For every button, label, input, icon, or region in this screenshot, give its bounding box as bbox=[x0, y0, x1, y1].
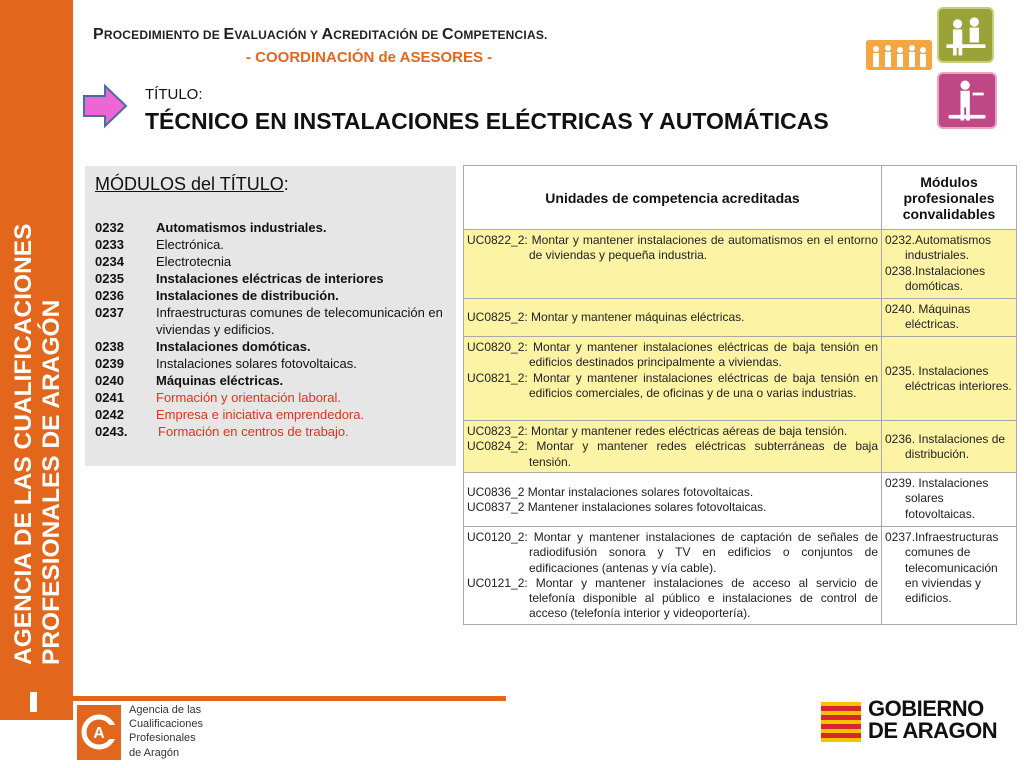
competency-table bbox=[463, 165, 1017, 625]
modules-list bbox=[95, 219, 455, 440]
sidebar-divider bbox=[30, 692, 37, 712]
agency-sidebar bbox=[0, 0, 73, 720]
table-row: UC0120_2: Montar y mantener instalaciones de captación de señales de radiodifusión sonora y TV en edificios o conjuntos de edificaciones (antenas y vía cable). UC0121_2: Montar y mantener instalaciones de acceso al servicio de telefonía disponible al público e instalaciones de control de acceso (telefonía interior y videoportería). 0237.Infraestructuras comunes de telecomunicación en viviendas y edificios. bbox=[464, 527, 1017, 625]
column-header-modules: Módulos profesionales convalidables bbox=[882, 166, 1017, 230]
module-item: 0242 Empresa e iniciativa emprendedora. bbox=[95, 407, 365, 422]
government-logo-text: GOBIERNO DE ARAGON bbox=[868, 696, 998, 743]
table-row: UC0822_2: Montar y mantener instalaciones de automatismos en el entorno de viviendas y pequeña industria. 0232.Automatismos industriales. 0238.Instalaciones domóticas. bbox=[464, 230, 1017, 299]
table-row: UC0820_2: Montar y mantener instalaciones eléctricas de baja tensión en edificios destinados principalmente a viviendas. UC0821_2: Montar y mantener instalaciones eléctricas de baja tensión en edificios comerciales, de oficinas y de una o varias industrias. 0235. Instalaciones eléctricas interiores. bbox=[464, 337, 1017, 421]
column-header-units: Unidades de competencia acreditadas bbox=[464, 166, 882, 230]
module-item: 0233 Electrónica. bbox=[95, 237, 224, 252]
svg-text:A: A bbox=[93, 725, 105, 742]
modules-heading: MÓDULOS del TÍTULO: bbox=[95, 174, 289, 194]
modules-panel bbox=[85, 166, 456, 466]
technician-icon bbox=[937, 72, 997, 129]
module-item: 0241 Formación y orientación laboral. bbox=[95, 390, 341, 405]
table-row: UC0836_2 Montar instalaciones solares fotovoltaicas. UC0837_2 Mantener instalaciones solares fotovoltaicas. 0239. Instalaciones solares fotovoltaicas. bbox=[464, 473, 1017, 527]
aragon-flag-icon bbox=[821, 702, 861, 742]
degree-title: TÉCNICO EN INSTALACIONES ELÉCTRICAS Y AUTOMÁTICAS bbox=[145, 108, 829, 134]
module-item: 0235 Instalaciones eléctricas de interiores bbox=[95, 271, 384, 286]
arrow-right-icon bbox=[80, 83, 130, 129]
agency-logo-text: Agencia de las Cualificaciones Profesionales de Aragón bbox=[129, 704, 203, 759]
title-label: TÍTULO: bbox=[145, 86, 203, 103]
workers-icon bbox=[937, 7, 994, 63]
coordination-subtitle: - COORDINACIÓN de ASESORES - bbox=[246, 49, 493, 66]
module-item: 0234 Electrotecnia bbox=[95, 254, 232, 269]
module-item: 0236 Instalaciones de distribución. bbox=[95, 288, 339, 303]
table-row: UC0823_2: Montar y mantener redes eléctricas aéreas de baja tensión. UC0824_2: Montar y mantener redes eléctricas subterráneas de baja tensión. 0236. Instalaciones de distribución. bbox=[464, 421, 1017, 473]
table-row: UC0825_2: Montar y mantener máquinas eléctricas. 0240. Máquinas eléctricas. bbox=[464, 299, 1017, 337]
module-item: 0238 Instalaciones domóticas. bbox=[95, 339, 311, 354]
group-people-icon bbox=[866, 40, 932, 70]
module-item: 0239 Instalaciones solares fotovoltaicas. bbox=[95, 356, 357, 371]
module-item: 0237 Infraestructuras comunes de telecomunicación en viviendas y edificios. bbox=[95, 305, 443, 337]
module-item: 0240 Máquinas eléctricas. bbox=[95, 373, 284, 388]
procedure-title: PROCEDIMIENTO DE EVALUACIÓN Y ACREDITACIÓN DE COMPETENCIAS. bbox=[93, 26, 548, 43]
cualificaciones-logo-icon bbox=[77, 705, 121, 760]
footer-divider bbox=[70, 696, 506, 701]
table-header-row bbox=[464, 166, 1017, 230]
module-item: 0243. Formación en centros de trabajo. bbox=[95, 424, 349, 439]
module-item: 0232 Automatismos industriales. bbox=[95, 220, 327, 235]
sidebar-agency-name: AGENCIA DE LAS CUALIFICACIONES PROFESIONALES DE ARAGÓN bbox=[10, 223, 65, 665]
